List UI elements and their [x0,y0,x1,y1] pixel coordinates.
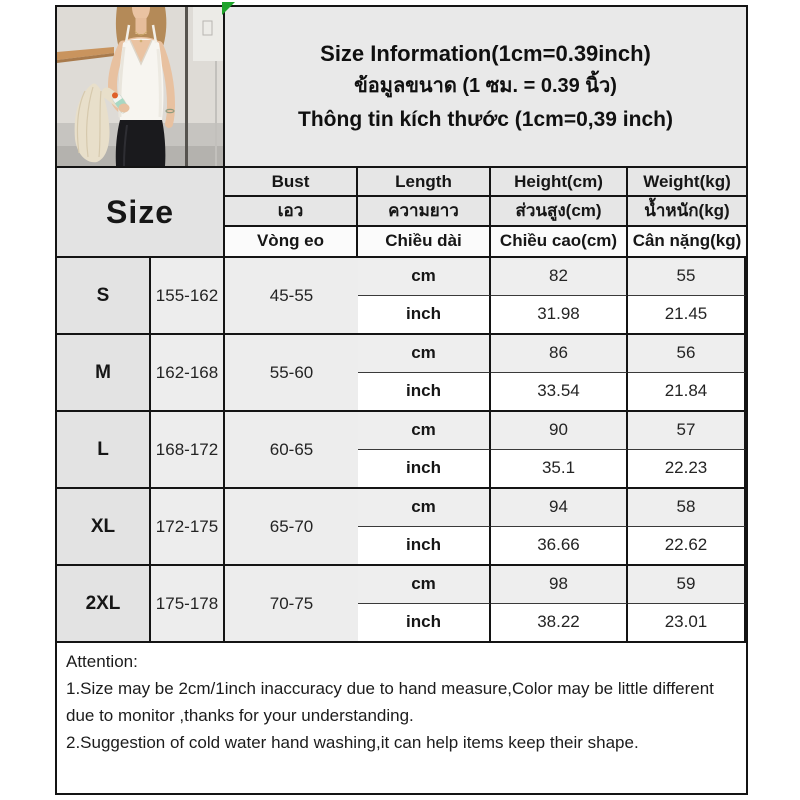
length-cm-value: 59 [628,566,746,604]
title-english: Size Information(1cm=0.39inch) [320,41,651,66]
unit-inch-label: inch [358,373,491,411]
attention-note-2: 2.Suggestion of cold water hand washing,it can help items keep their shape. [66,733,639,752]
product-photo-illustration [57,7,223,166]
unit-inch-label: inch [358,296,491,334]
table-row-size-l [57,412,746,489]
weight-range-value: 65-70 [225,489,358,564]
bust-cm-value: 94 [491,489,628,527]
header-height-en: Height(cm) [491,168,628,197]
bust-inch-value: 31.98 [491,296,628,334]
height-range-value: 162-168 [151,335,225,410]
top-section [57,7,746,168]
length-inch-value: 22.23 [628,450,746,488]
unit-cm-label: cm [358,258,491,296]
unit-inch-label: inch [358,450,491,488]
table-row-size-m [57,335,746,412]
header-length-vi: Chiều dài [358,227,491,256]
bust-cm-value: 90 [491,412,628,450]
size-corner-header: Size [57,168,225,256]
bust-cm-value: 98 [491,566,628,604]
unit-cm-label: cm [358,412,491,450]
attention-note-1b: due to monitor ,thanks for your understanding. [66,706,414,725]
length-cm-value: 56 [628,335,746,373]
size-chart-sheet [55,5,748,795]
attention-note-1a: 1.Size may be 2cm/1inch inaccuracy due to hand measure,Color may be little different [66,679,714,698]
header-bust-en: Bust [225,168,358,197]
length-cm-value: 58 [628,489,746,527]
unit-cm-label: cm [358,335,491,373]
header-length-th: ความยาว [358,197,491,226]
table-row-size-s [57,258,746,335]
length-cm-value: 57 [628,412,746,450]
height-range-value: 155-162 [151,258,225,333]
length-inch-value: 22.62 [628,527,746,565]
header-length-en: Length [358,168,491,197]
bust-cm-value: 82 [491,258,628,296]
bust-inch-value: 38.22 [491,604,628,642]
size-label: S [57,258,151,333]
table-row-size-2xl [57,566,746,643]
green-corner-flag-icon [222,2,236,16]
table-row-size-xl [57,489,746,566]
length-inch-value: 21.84 [628,373,746,411]
bust-inch-value: 36.66 [491,527,628,565]
length-cm-value: 55 [628,258,746,296]
size-label: XL [57,489,151,564]
header-bust-th: เอว [225,197,358,226]
height-range-value: 168-172 [151,412,225,487]
title-vietnamese: Thông tin kích thước (1cm=0,39 inch) [298,108,673,131]
header-bust-vi: Vòng eo [225,227,358,256]
unit-inch-label: inch [358,527,491,565]
length-inch-value: 23.01 [628,604,746,642]
header-height-th: ส่วนสูง(cm) [491,197,628,226]
attention-notes [57,643,746,793]
unit-inch-label: inch [358,604,491,642]
bust-inch-value: 33.54 [491,373,628,411]
header-weight-en: Weight(kg) [628,168,746,197]
table-header [57,168,746,258]
attention-heading: Attention: [66,652,138,671]
bust-inch-value: 35.1 [491,450,628,488]
header-height-vi: Chiều cao(cm) [491,227,628,256]
weight-range-value: 70-75 [225,566,358,641]
weight-range-value: 60-65 [225,412,358,487]
header-weight-th: น้ำหนัก(kg) [628,197,746,226]
product-photo [57,7,225,166]
size-label: 2XL [57,566,151,641]
weight-range-value: 55-60 [225,335,358,410]
size-information-title-block [225,7,746,166]
header-weight-vi: Cân nặng(kg) [628,227,746,256]
unit-cm-label: cm [358,566,491,604]
unit-cm-label: cm [358,489,491,527]
height-range-value: 172-175 [151,489,225,564]
title-thai: ข้อมูลขนาด (1 ซม. = 0.39 นิ้ว) [354,75,617,97]
size-label: M [57,335,151,410]
size-label: L [57,412,151,487]
length-inch-value: 21.45 [628,296,746,334]
bust-cm-value: 86 [491,335,628,373]
height-range-value: 175-178 [151,566,225,641]
weight-range-value: 45-55 [225,258,358,333]
